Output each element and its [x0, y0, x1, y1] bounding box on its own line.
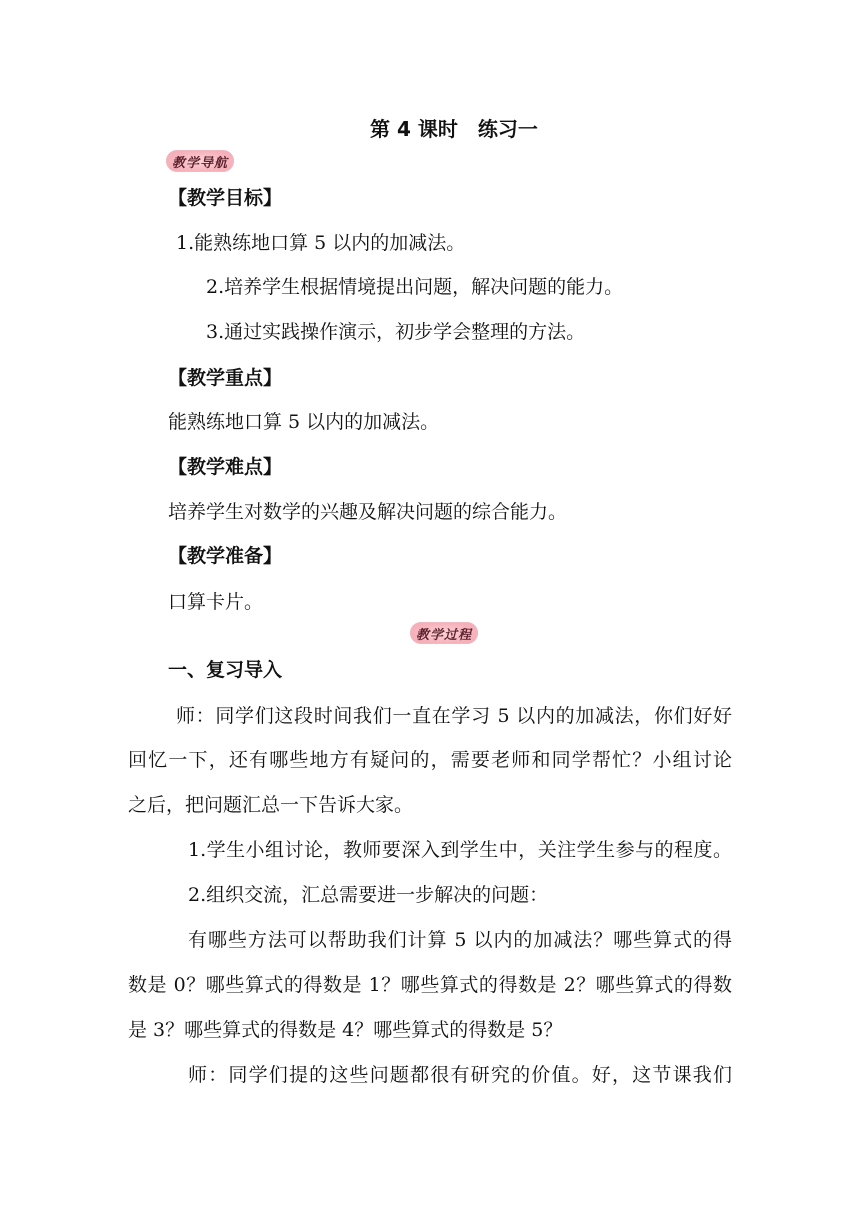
paragraph-line: 数是 0？哪些算式的得数是 1？哪些算式的得数是 2？哪些算式的得数: [128, 974, 732, 996]
part1-heading: 一、复习导入: [168, 659, 283, 681]
objectives-heading: 【教学目标】: [168, 187, 283, 209]
paragraph-line: 师：同学们提的这些问题都很有研究的价值。好，这节课我们: [188, 1064, 732, 1086]
prep-heading: 【教学准备】: [168, 545, 283, 567]
paragraph-line: 师：同学们这段时间我们一直在学习 5 以内的加减法，你们好好: [176, 705, 732, 727]
paragraph-line: 是 3？哪些算式的得数是 4？哪些算式的得数是 5？: [128, 1019, 563, 1041]
objective-item: 2.培养学生根据情境提出问题，解决问题的能力。: [206, 276, 624, 298]
prep-text: 口算卡片。: [168, 591, 264, 613]
paragraph-line: 有哪些方法可以帮助我们计算 5 以内的加减法？哪些算式的得: [188, 929, 732, 951]
objective-item: 1.能熟练地口算 5 以内的加减法。: [176, 232, 466, 254]
keypoint-text: 能熟练地口算 5 以内的加减法。: [168, 411, 440, 433]
difficulty-text: 培养学生对数学的兴趣及解决问题的综合能力。: [168, 501, 568, 523]
teaching-nav-badge: [166, 150, 234, 172]
paragraph-line: 之后，把问题汇总一下告诉大家。: [128, 794, 414, 816]
teaching-nav-badge-label: 教学导航: [172, 155, 229, 171]
difficulty-heading: 【教学难点】: [168, 456, 283, 478]
teaching-process-badge-label: 教学过程: [416, 627, 473, 643]
teaching-process-badge: [410, 622, 478, 644]
objective-item: 3.通过实践操作演示，初步学会整理的方法。: [206, 321, 586, 343]
paragraph-line: 1.学生小组讨论，教师要深入到学生中，关注学生参与的程度。: [188, 839, 732, 861]
page-title: 第 4 课时 练习一: [370, 117, 538, 141]
keypoint-heading: 【教学重点】: [168, 367, 283, 389]
paragraph-line: 2.组织交流，汇总需要进一步解决的问题：: [188, 884, 549, 906]
paragraph-line: 回忆一下，还有哪些地方有疑问的，需要老师和同学帮忙？小组讨论: [128, 749, 732, 771]
